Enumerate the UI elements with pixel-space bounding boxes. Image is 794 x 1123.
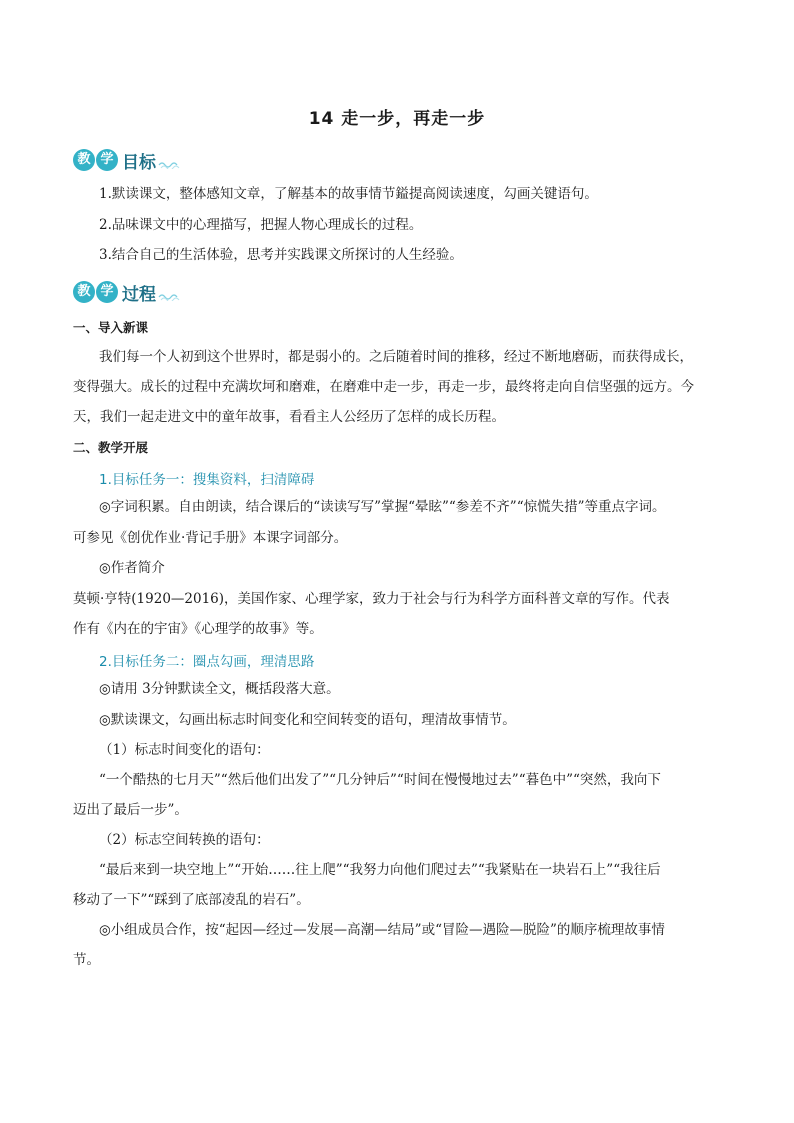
paragraph-line: 迈出了最后一步”。 xyxy=(73,802,188,818)
paragraph-line: ◎默读课文，勾画出标志时间变化和空间转变的语句，理清故事情节。 xyxy=(99,712,516,728)
section-badge-char-1: 教 xyxy=(73,281,95,303)
section-header-process xyxy=(73,280,180,304)
paragraph-line: （2）标志空间转换的语句： xyxy=(99,832,270,848)
paragraph-line: 天，我们一起走进文中的童年故事，看看主人公经历了怎样的成长历程。 xyxy=(73,409,505,425)
paragraph-line: ◎请用 3分钟默读全文，概括段落大意。 xyxy=(99,681,340,697)
section-title: 目标 xyxy=(122,152,156,173)
paragraph-line: 莫顿·亨特(1920—2016)，美国作家、心理学家，致力于社会与行为科学方面科普文章的写作。代表 xyxy=(73,591,670,607)
paragraph-line: 节。 xyxy=(73,952,100,968)
paragraph-line: ◎作者简介 xyxy=(99,560,165,576)
task-heading: 1.目标任务一：搜集资料，扫清障碍 xyxy=(99,472,315,488)
goal-item: 2.品味课文中的心理描写，把握人物心理成长的过程。 xyxy=(99,217,423,233)
paragraph-line: ◎小组成员合作，按“起因—经过—发展—高潮—结局”或“冒险—遇险—脱险”的顺序梳理故事情 xyxy=(99,922,665,938)
task-heading: 2.目标任务二：圈点勾画，理清思路 xyxy=(99,654,315,670)
goal-item: 3.结合自己的生活体验，思考并实践课文所探讨的人生经验。 xyxy=(99,247,463,263)
section-header-goals xyxy=(73,148,180,172)
wave-decoration-icon xyxy=(158,291,180,301)
section-badge-char-2: 学 xyxy=(96,149,118,171)
part-heading: 一、导入新课 xyxy=(73,320,149,335)
paragraph-line: 可参见《创优作业·背记手册》本课字词部分。 xyxy=(73,530,348,546)
paragraph-line: 我们每一个人初到这个世界时，都是弱小的。之后随着时间的推移，经过不断地磨砺，而获得成长， xyxy=(99,349,693,365)
paragraph-line: 作有《内在的宇宙》《心理学的故事》等。 xyxy=(73,621,323,637)
section-badge-char-2: 学 xyxy=(96,281,118,303)
part-heading: 二、教学开展 xyxy=(73,440,149,455)
paragraph-line: 变得强大。成长的过程中充满坎坷和磨难，在磨难中走一步，再走一步，最终将走向自信坚强的远方。今 xyxy=(73,379,694,395)
paragraph-line: ◎字词积累。自由朗读，结合课后的“读读写写”掌握“晕眩”“参差不齐”“惊慌失措”等重点字词。 xyxy=(99,499,666,515)
wave-decoration-icon xyxy=(158,159,180,169)
paragraph-line: “一个酷热的七月天”“然后他们出发了”“几分钟后”“时间在慢慢地过去”“暮色中”“突然，我向下 xyxy=(99,772,661,788)
page-title: 14 走一步，再走一步 xyxy=(308,109,486,129)
section-badge-char-1: 教 xyxy=(73,149,95,171)
goal-item: 1.默读课文，整体感知文章，了解基本的故事情节鎰提高阅读速度，勾画关键语句。 xyxy=(99,186,598,202)
paragraph-line: 移动了一下”“踩到了底部凌乱的岩石”。 xyxy=(73,892,310,908)
section-title: 过程 xyxy=(122,284,156,305)
paragraph-line: （1）标志时间变化的语句： xyxy=(99,742,270,758)
paragraph-line: “最后来到一块空地上”“开始……往上爬”“我努力向他们爬过去”“我紧贴在一块岩石上”“我往后 xyxy=(99,862,661,878)
